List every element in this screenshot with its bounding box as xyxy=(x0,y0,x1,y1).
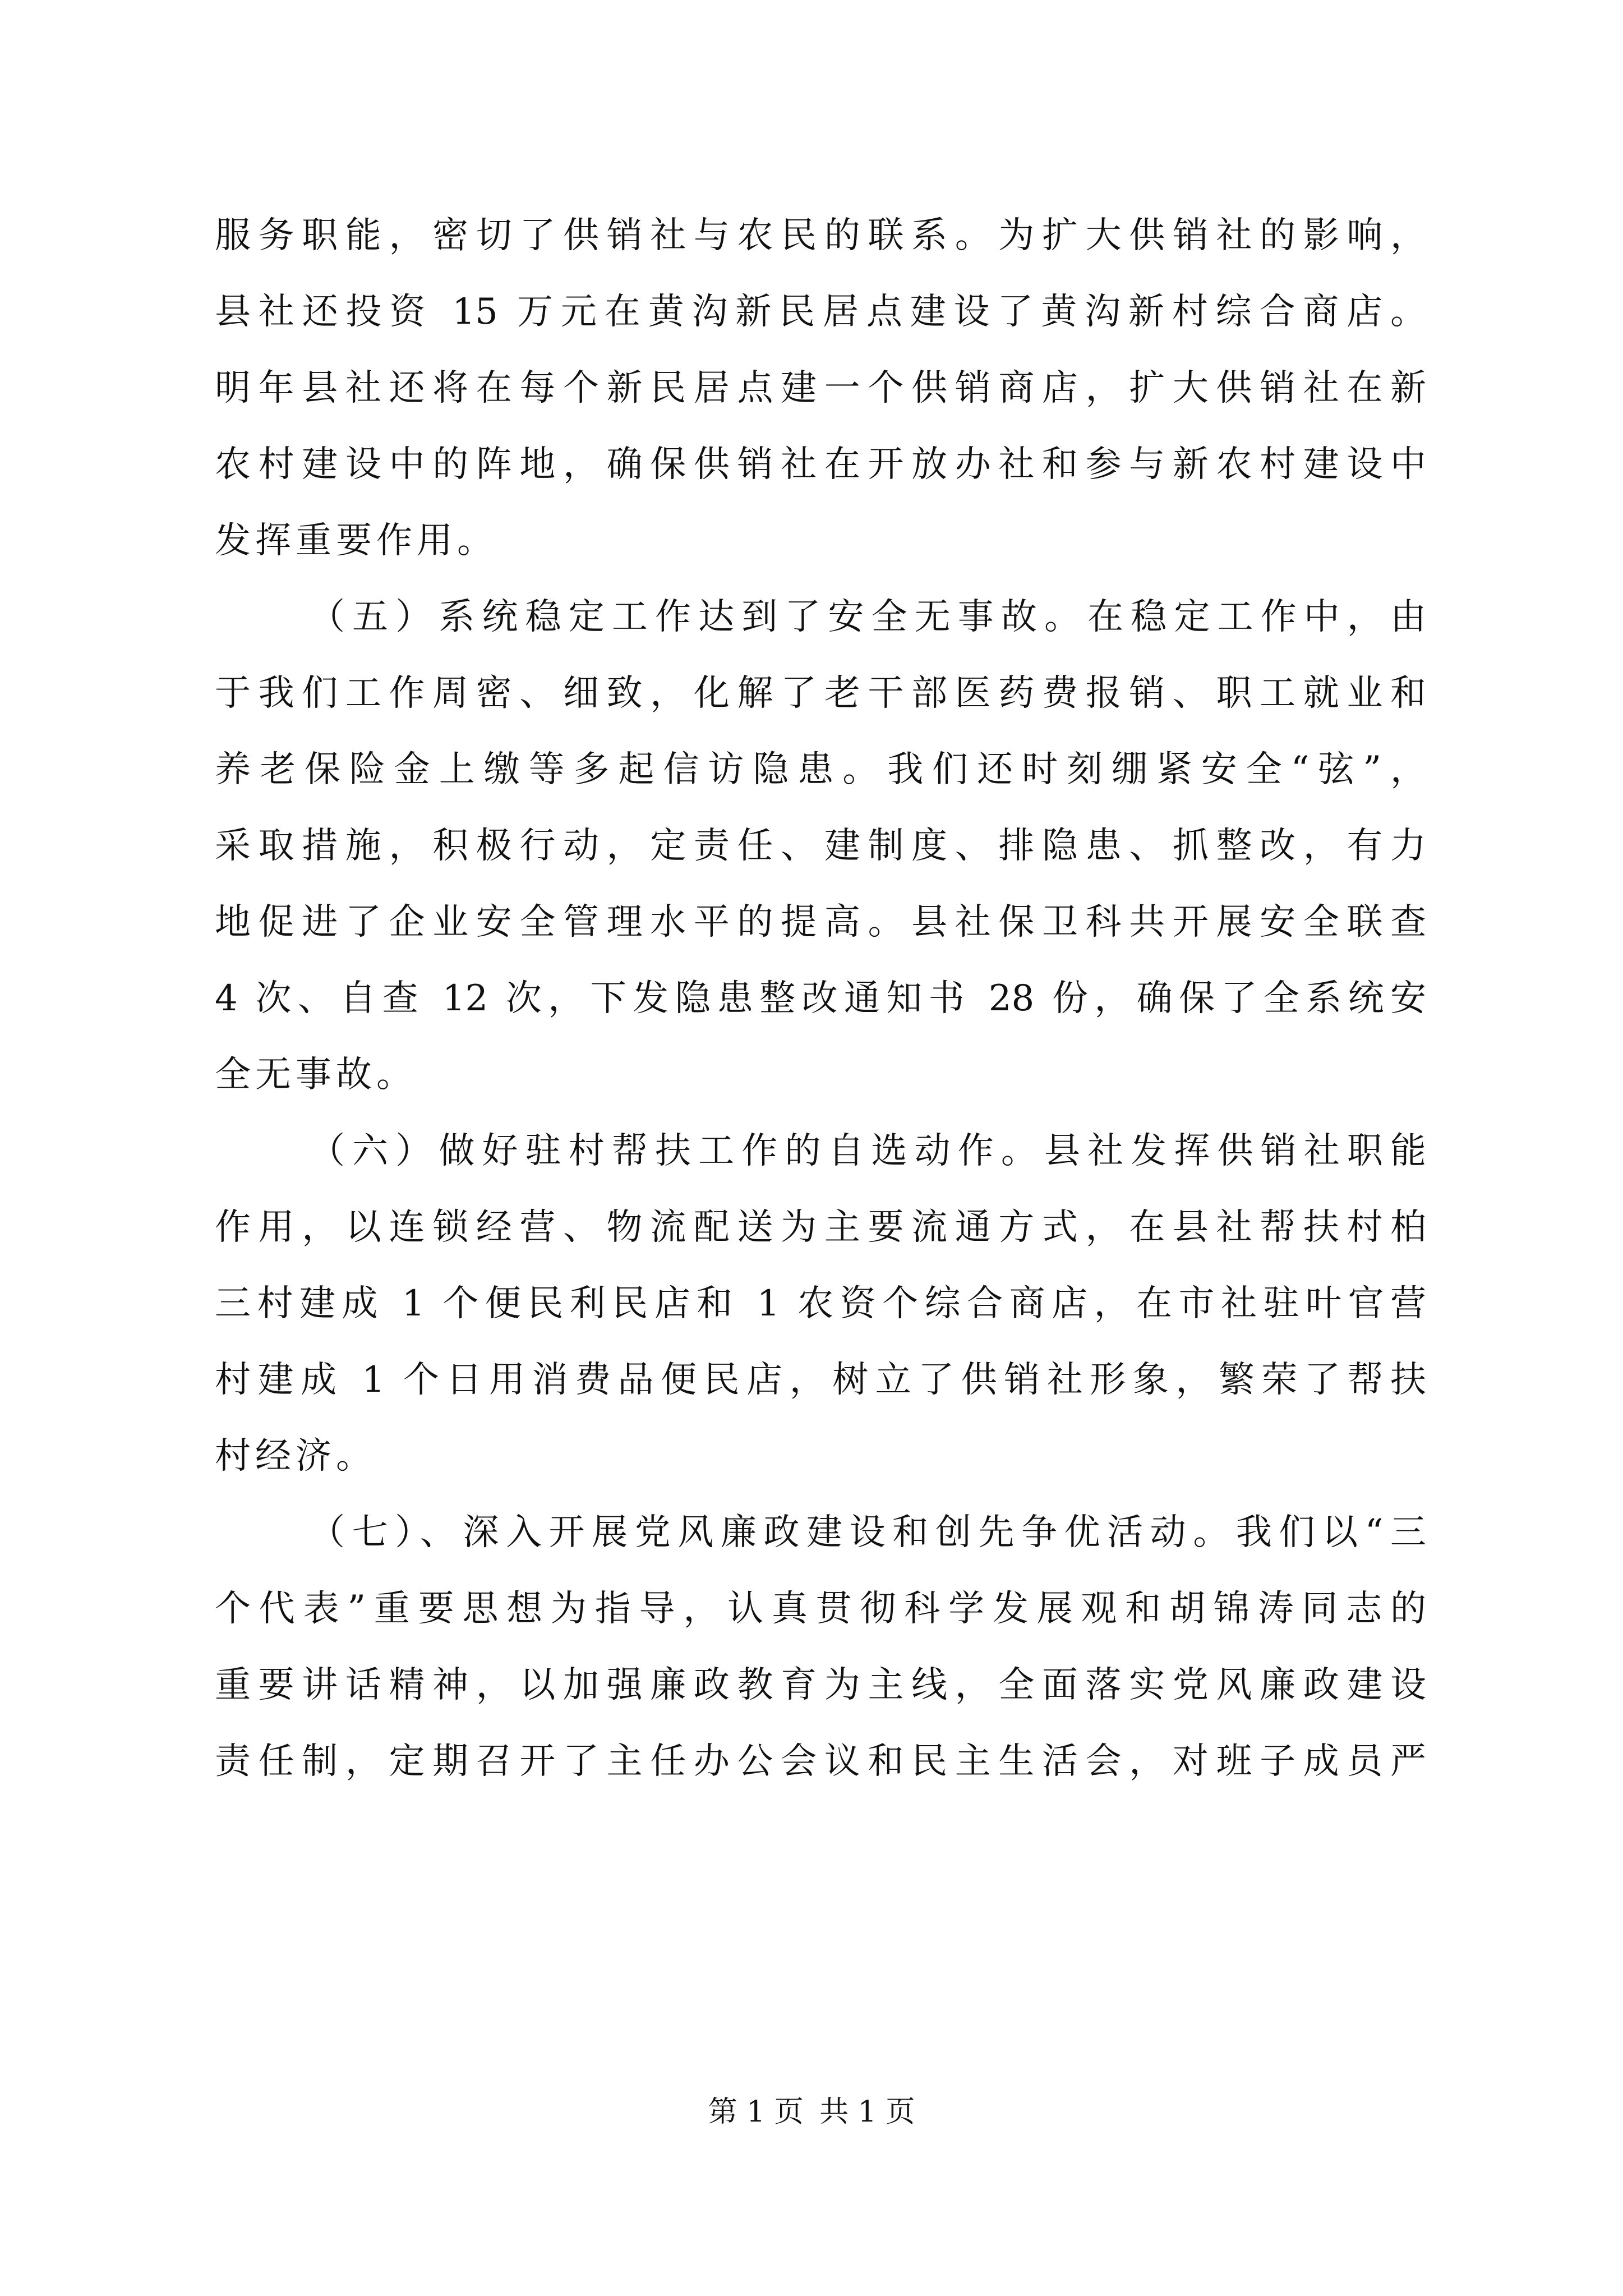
paragraph-first-line: （五）系统稳定工作达到了安全无事故。在稳定工作中，由 xyxy=(309,596,1426,638)
text-line: 作用，以连锁经营、物流配送为主要流通方式，在县社帮扶村柏 xyxy=(215,1207,1426,1248)
text-line: 重要讲话精神，以加强廉政教育为主线，全面落实党风廉政建设 xyxy=(215,1664,1426,1706)
text-line: 于我们工作周密、细致，化解了老干部医药费报销、职工就业和 xyxy=(215,673,1426,714)
text-line: 个代表”重要思想为指导，认真贯彻科学发展观和胡锦涛同志的 xyxy=(215,1588,1426,1630)
text-line: 村经济。 xyxy=(215,1435,376,1477)
paragraph-first-line: （六）做好驻村帮扶工作的自选动作。县社发挥供销社职能 xyxy=(309,1130,1426,1172)
paragraph-first-line: （七）、深入开展党风廉政建设和创先争优活动。我们以“三 xyxy=(309,1512,1426,1553)
text-line: 养老保险金上缴等多起信访隐患。我们还时刻绷紧安全“弦”， xyxy=(215,749,1426,790)
text-line: 全无事故。 xyxy=(215,1054,417,1096)
text-line: 责任制，定期召开了主任办公会议和民主生活会，对班子成员严 xyxy=(215,1741,1426,1782)
text-line: 三村建成 1 个便民利民店和 1 农资个综合商店，在市社驻叶官营 xyxy=(215,1283,1426,1324)
text-line: 农村建设中的阵地，确保供销社在开放办社和参与新农村建设中 xyxy=(215,444,1426,485)
page-number: 第 1 页 xyxy=(708,2095,804,2129)
page-total: 共 1 页 xyxy=(819,2095,915,2129)
text-line: 采取措施，积极行动，定责任、建制度、排隐患、抓整改，有力 xyxy=(215,825,1426,867)
document-body xyxy=(215,197,1426,1800)
text-line: 地促进了企业安全管理水平的提高。县社保卫科共开展安全联查 xyxy=(215,901,1426,943)
text-line: 服务职能，密切了供销社与农民的联系。为扩大供销社的影响， xyxy=(215,215,1426,256)
page-footer xyxy=(0,2092,1623,2132)
text-line: 发挥重要作用。 xyxy=(215,520,497,562)
text-line: 明年县社还将在每个新民居点建一个供销商店，扩大供销社在新 xyxy=(215,367,1426,409)
text-line: 4 次、自查 12 次，下发隐患整改通知书 28 份，确保了全系统安 xyxy=(215,978,1426,1019)
text-line: 县社还投资 15 万元在黄沟新民居点建设了黄沟新村综合商店。 xyxy=(215,291,1426,333)
text-line: 村建成 1 个日用消费品便民店，树立了供销社形象，繁荣了帮扶 xyxy=(215,1359,1426,1401)
